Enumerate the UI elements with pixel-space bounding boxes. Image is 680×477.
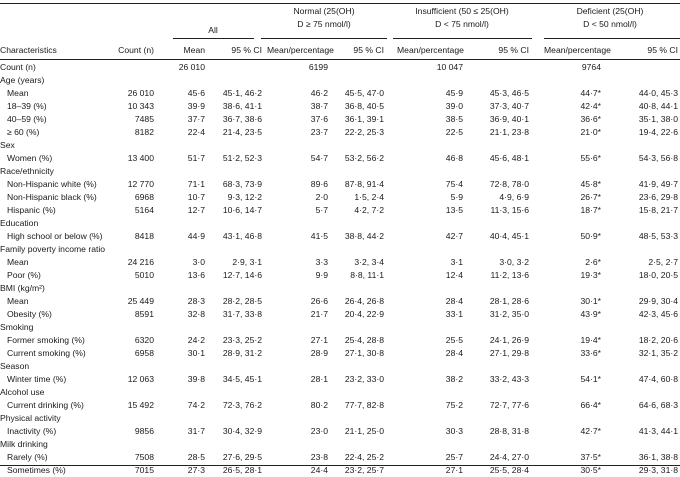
header-ci-normal: 95 % CI	[353, 45, 384, 55]
cell-ci-deficient: 23·6, 29·8	[638, 192, 678, 202]
section-label: Milk drinking	[0, 439, 48, 449]
cell-ci-deficient: 44·0, 45·3	[638, 88, 678, 98]
cell-ci-insufficient: 3·0, 3·2	[499, 257, 529, 267]
cell-ci-deficient: 29·9, 30·4	[638, 296, 678, 306]
table-row	[0, 61, 680, 74]
table-row	[0, 334, 680, 347]
row-label: Obesity (%)	[7, 309, 52, 319]
cell-ci-insufficient: 24·1, 26·9	[489, 335, 529, 345]
cell-mean-insufficient: 25·7	[445, 452, 463, 462]
table-row	[0, 217, 680, 230]
cell-ci-insufficient: 45·3, 46·5	[489, 88, 529, 98]
cell-ci-normal: 25·4, 28·8	[344, 335, 384, 345]
cell-mean-normal: 28·9	[310, 348, 328, 358]
cell-mean-insufficient: 45·9	[445, 88, 463, 98]
cell-mean-insufficient: 33·1	[445, 309, 463, 319]
row-label: 18–39 (%)	[7, 101, 47, 111]
table-row	[0, 139, 680, 152]
cell-ci-insufficient: 28·1, 28·6	[489, 296, 529, 306]
header-group-normal: Normal (25(OH)	[293, 6, 355, 16]
table-row	[0, 256, 680, 269]
header-count: Count (n)	[118, 45, 154, 55]
cell-ci-normal: 1·5, 2·4	[354, 192, 384, 202]
row-label: High school or below (%)	[7, 231, 103, 241]
cell-mean-all: 71·1	[187, 179, 205, 189]
header-mean-deficient: Mean/percentage	[544, 45, 611, 55]
cell-mean-insufficient: 13·5	[445, 205, 463, 215]
table-row	[0, 74, 680, 87]
table-row	[0, 451, 680, 464]
cell-ci-all: 31·7, 33·8	[222, 309, 262, 319]
cell-mean-normal: 28·1	[310, 374, 328, 384]
cell-count: 5164	[134, 205, 154, 215]
cell-mean-insufficient: 28·4	[445, 348, 463, 358]
row-label: Inactivity (%)	[7, 426, 57, 436]
cell-ci-normal: 36·1, 39·1	[344, 114, 384, 124]
cell-ci-deficient: 47·4, 60·8	[638, 374, 678, 384]
cell-mean-insufficient: 46·8	[445, 153, 463, 163]
cell-mean-deficient: 66·4*	[580, 400, 601, 410]
row-label: Sometimes (%)	[7, 465, 66, 475]
table-row	[0, 230, 680, 243]
table-row	[0, 152, 680, 165]
table-row	[0, 165, 680, 178]
cell-ci-all: 27·6, 29·5	[222, 452, 262, 462]
cell-mean-all: 44·9	[187, 231, 205, 241]
cell-ci-normal: 21·1, 25·0	[344, 426, 384, 436]
cell-ci-normal: 8·8, 11·1	[350, 270, 384, 280]
cell-ci-deficient: 41·3, 44·1	[638, 426, 678, 436]
bottom-rule	[0, 465, 680, 466]
cell-count: 24 216	[127, 257, 154, 267]
header-ci-all: 95 % CI	[231, 45, 262, 55]
cell-ci-all: 68·3, 73·9	[222, 179, 262, 189]
cell-count: 12 063	[127, 374, 154, 384]
cell-mean-deficient: 9764	[581, 62, 601, 72]
cell-ci-normal: 27·1, 30·8	[344, 348, 384, 358]
cell-mean-insufficient: 38·2	[445, 374, 463, 384]
cell-count: 12 770	[127, 179, 154, 189]
cell-mean-all: 28·5	[187, 452, 205, 462]
cell-mean-all: 51·7	[187, 153, 205, 163]
section-label: BMI (kg/m²)	[0, 283, 45, 293]
section-label: Alcohol use	[0, 387, 45, 397]
cell-ci-deficient: 42·3, 45·6	[638, 309, 678, 319]
table-row	[0, 87, 680, 100]
table-row	[0, 282, 680, 295]
cell-mean-all: 22·4	[187, 127, 205, 137]
cell-ci-all: 51·2, 52·3	[222, 153, 262, 163]
header-characteristics: Characteristics	[0, 45, 57, 55]
cell-ci-deficient: 40·8, 44·1	[638, 101, 678, 111]
cell-ci-normal: 53·2, 56·2	[344, 153, 384, 163]
cell-mean-normal: 80·2	[310, 400, 328, 410]
cell-mean-normal: 38·7	[310, 101, 328, 111]
cell-mean-normal: 89·6	[310, 179, 328, 189]
cell-ci-normal: 36·8, 40·5	[344, 101, 384, 111]
cell-mean-all: 28·3	[187, 296, 205, 306]
table-row	[0, 438, 680, 451]
cell-mean-deficient: 19·3*	[580, 270, 601, 280]
section-label: Age (years)	[0, 75, 45, 85]
cell-ci-deficient: 48·5, 53·3	[638, 231, 678, 241]
cell-ci-deficient: 64·6, 68·3	[638, 400, 678, 410]
row-label: Mean	[7, 296, 29, 306]
header-group-all: All	[208, 25, 218, 35]
cell-ci-normal: 45·5, 47·0	[344, 88, 384, 98]
cell-mean-insufficient: 75·4	[445, 179, 463, 189]
table-row	[0, 204, 680, 217]
cell-mean-deficient: 45·8*	[580, 179, 601, 189]
cell-mean-normal: 21·7	[310, 309, 328, 319]
table-row	[0, 308, 680, 321]
cell-ci-all: 28·9, 31·2	[222, 348, 262, 358]
table-row	[0, 113, 680, 126]
cell-ci-normal: 77·7, 82·8	[344, 400, 384, 410]
row-label: Mean	[7, 257, 29, 267]
header-mean-normal: Mean/percentage	[267, 45, 334, 55]
row-label: Hispanic (%)	[7, 205, 56, 215]
cell-mean-deficient: 30·5*	[580, 465, 601, 475]
row-label: Winter time (%)	[7, 374, 67, 384]
table-row	[0, 243, 680, 256]
cell-mean-deficient: 18·7*	[580, 205, 601, 215]
cell-count: 8182	[134, 127, 154, 137]
header-mean-insufficient: Mean/percentage	[397, 45, 464, 55]
header-ci-insufficient: 95 % CI	[498, 45, 529, 55]
cell-mean-normal: 9·9	[315, 270, 328, 280]
cell-ci-all: 36·7, 38·6	[222, 114, 262, 124]
cell-ci-all: 10·6, 14·7	[222, 205, 262, 215]
cell-count: 6968	[134, 192, 154, 202]
cell-mean-all: 74·2	[187, 400, 205, 410]
cell-mean-insufficient: 38·5	[445, 114, 463, 124]
row-label: Current drinking (%)	[7, 400, 84, 410]
cell-mean-normal: 23·7	[310, 127, 328, 137]
cell-ci-insufficient: 72·7, 77·6	[489, 400, 529, 410]
cell-ci-all: 12·7, 14·6	[222, 270, 262, 280]
cell-ci-all: 72·3, 76·2	[222, 400, 262, 410]
cell-mean-normal: 5·7	[315, 205, 328, 215]
cell-ci-deficient: 15·8, 21·7	[638, 205, 678, 215]
cell-mean-all: 24·2	[187, 335, 205, 345]
cell-ci-all: 30·4, 32·9	[222, 426, 262, 436]
cell-mean-all: 12·7	[187, 205, 205, 215]
cell-mean-normal: 27·1	[310, 335, 328, 345]
cell-ci-all: 2·9, 3·1	[232, 257, 262, 267]
row-label: ≥ 60 (%)	[7, 127, 40, 137]
cell-ci-all: 28·2, 28·5	[222, 296, 262, 306]
cell-mean-deficient: 19·4*	[580, 335, 601, 345]
table-row	[0, 412, 680, 425]
cell-mean-all: 27·3	[187, 465, 205, 475]
table-row	[0, 425, 680, 438]
cell-ci-all: 21·4, 23·5	[222, 127, 262, 137]
cell-mean-deficient: 55·6*	[580, 153, 601, 163]
cell-mean-all: 10·7	[187, 192, 205, 202]
cell-count: 25 449	[127, 296, 154, 306]
cell-mean-insufficient: 25·5	[445, 335, 463, 345]
cell-mean-insufficient: 22·5	[445, 127, 463, 137]
cell-mean-insufficient: 12·4	[445, 270, 463, 280]
header-group-insufficient-line2: D < 75 nmol/l)	[435, 19, 489, 29]
header-group-insufficient: Insufficient (50 ≤ 25(OH)	[415, 6, 509, 16]
cell-ci-all: 26·5, 28·1	[222, 465, 262, 475]
cell-ci-insufficient: 37·3, 40·7	[489, 101, 529, 111]
cell-ci-insufficient: 33·2, 43·3	[489, 374, 529, 384]
cell-ci-insufficient: 24·4, 27·0	[489, 452, 529, 462]
table-row	[0, 191, 680, 204]
cell-count: 9856	[134, 426, 154, 436]
cell-count: 6958	[134, 348, 154, 358]
cell-mean-insufficient: 39·0	[445, 101, 463, 111]
cell-ci-insufficient: 72·8, 78·0	[489, 179, 529, 189]
cell-mean-all: 37·7	[187, 114, 205, 124]
cell-mean-deficient: 42·7*	[580, 426, 601, 436]
cell-mean-normal: 41·5	[310, 231, 328, 241]
cell-ci-insufficient: 31·2, 35·0	[489, 309, 529, 319]
row-label: Women (%)	[7, 153, 53, 163]
group-rule-all	[173, 38, 254, 39]
cell-mean-normal: 54·7	[310, 153, 328, 163]
cell-mean-normal: 23·8	[310, 452, 328, 462]
group-rule-normal	[261, 38, 387, 39]
header-mean-all: Mean	[183, 45, 205, 55]
cell-mean-normal: 23·0	[310, 426, 328, 436]
cell-mean-all: 30·1	[187, 348, 205, 358]
cell-ci-deficient: 19·4, 22·6	[638, 127, 678, 137]
cell-count: 7015	[134, 465, 154, 475]
cell-count: 6320	[134, 335, 154, 345]
row-label: Current smoking (%)	[7, 348, 86, 358]
cell-ci-normal: 38·8, 44·2	[344, 231, 384, 241]
cell-mean-insufficient: 75·2	[445, 400, 463, 410]
cell-ci-deficient: 18·2, 20·6	[638, 335, 678, 345]
row-label: Former smoking (%)	[7, 335, 85, 345]
table-row	[0, 269, 680, 282]
cell-ci-all: 43·1, 46·8	[222, 231, 262, 241]
table-row	[0, 295, 680, 308]
cell-ci-deficient: 35·1, 38·0	[638, 114, 678, 124]
cell-ci-normal: 26·4, 26·8	[344, 296, 384, 306]
row-label: Mean	[7, 88, 29, 98]
cell-mean-normal: 26·6	[310, 296, 328, 306]
cell-count: 13 400	[127, 153, 154, 163]
cell-count: 8418	[134, 231, 154, 241]
cell-mean-deficient: 36·6*	[580, 114, 601, 124]
table-row	[0, 321, 680, 334]
cell-mean-insufficient: 5·9	[450, 192, 463, 202]
cell-ci-deficient: 18·0, 20·5	[638, 270, 678, 280]
row-label: Non-Hispanic white (%)	[7, 179, 97, 189]
cell-mean-insufficient: 3·1	[450, 257, 463, 267]
cell-ci-insufficient: 27·1, 29·8	[489, 348, 529, 358]
cell-ci-all: 23·3, 25·2	[222, 335, 262, 345]
cell-ci-insufficient: 11·3, 15·6	[490, 205, 529, 215]
cell-mean-insufficient: 30·3	[445, 426, 463, 436]
cell-count: 8591	[134, 309, 154, 319]
table-row	[0, 373, 680, 386]
cell-ci-deficient: 32·1, 35·2	[638, 348, 678, 358]
cell-ci-normal: 23·2, 25·7	[344, 465, 384, 475]
cell-mean-deficient: 26·7*	[580, 192, 601, 202]
cell-mean-all: 45·6	[187, 88, 205, 98]
table-row	[0, 347, 680, 360]
cell-count: 10 343	[127, 101, 154, 111]
cell-mean-deficient: 37·5*	[580, 452, 601, 462]
section-label: Smoking	[0, 322, 34, 332]
cell-ci-insufficient: 25·5, 28·4	[489, 465, 529, 475]
cell-ci-normal: 22·4, 25·2	[344, 452, 384, 462]
cell-mean-all: 39·9	[187, 101, 205, 111]
row-label: Non-Hispanic black (%)	[7, 192, 97, 202]
cell-mean-normal: 3·3	[315, 257, 328, 267]
cell-ci-insufficient: 36·9, 40·1	[489, 114, 529, 124]
cell-ci-all: 45·1, 46·2	[222, 88, 262, 98]
cell-mean-all: 3·0	[192, 257, 205, 267]
cell-mean-all: 13·6	[187, 270, 205, 280]
cell-ci-all: 34·5, 45·1	[222, 374, 262, 384]
table-row	[0, 386, 680, 399]
section-label: Sex	[0, 140, 15, 150]
cell-ci-deficient: 2·5, 2·7	[648, 257, 678, 267]
row-label: 40–59 (%)	[7, 114, 47, 124]
cell-ci-insufficient: 21·1, 23·8	[489, 127, 529, 137]
cell-mean-deficient: 44·7*	[580, 88, 601, 98]
cell-count: 26 010	[127, 88, 154, 98]
cell-ci-normal: 20·4, 22·9	[344, 309, 384, 319]
cell-ci-insufficient: 11·2, 13·6	[490, 270, 529, 280]
cell-count: 7485	[134, 114, 154, 124]
cell-mean-deficient: 21·0*	[580, 127, 601, 137]
cell-mean-insufficient: 27·1	[445, 465, 463, 475]
cell-mean-all: 26 010	[178, 62, 205, 72]
cell-mean-insufficient: 42·7	[445, 231, 463, 241]
section-label: Education	[0, 218, 39, 228]
cell-mean-all: 32·8	[187, 309, 205, 319]
header-group-deficient: Deficient (25(OH)	[576, 6, 644, 16]
cell-mean-normal: 46·2	[310, 88, 328, 98]
cell-ci-normal: 22·2, 25·3	[344, 127, 384, 137]
section-label: Physical activity	[0, 413, 61, 423]
header-group-deficient-line2: D < 50 nmol/l)	[583, 19, 637, 29]
cell-mean-deficient: 43·9*	[580, 309, 601, 319]
cell-mean-deficient: 42·4*	[580, 101, 601, 111]
cell-count: 5010	[134, 270, 154, 280]
cell-ci-deficient: 36·1, 38·8	[638, 452, 678, 462]
row-label: Poor (%)	[7, 270, 41, 280]
cell-mean-deficient: 33·6*	[580, 348, 601, 358]
cell-mean-deficient: 50·9*	[580, 231, 601, 241]
cell-ci-deficient: 41·9, 49·7	[638, 179, 678, 189]
cell-mean-insufficient: 10 047	[436, 62, 463, 72]
cell-mean-normal: 6199	[308, 62, 328, 72]
table-row	[0, 126, 680, 139]
table-row	[0, 360, 680, 373]
cell-count: 15 492	[127, 400, 154, 410]
header-group-normal-line2: D ≥ 75 nmol/l)	[297, 19, 351, 29]
cell-ci-deficient: 29·3, 31·8	[638, 465, 678, 475]
cell-mean-all: 31·7	[187, 426, 205, 436]
section-label: Family poverty income ratio	[0, 244, 106, 254]
cell-mean-all: 39·8	[187, 374, 205, 384]
cell-ci-insufficient: 40·4, 45·1	[489, 231, 529, 241]
table-row	[0, 399, 680, 412]
cell-ci-insufficient: 45·6, 48·1	[489, 153, 529, 163]
header-ci-deficient: 95 % CI	[647, 45, 678, 55]
cell-mean-deficient: 2·6*	[585, 257, 601, 267]
cell-mean-deficient: 54·1*	[580, 374, 601, 384]
cell-ci-insufficient: 4·9, 6·9	[499, 192, 529, 202]
group-rule-deficient	[544, 38, 680, 39]
top-rule	[0, 3, 680, 4]
cell-mean-deficient: 30·1*	[580, 296, 601, 306]
table-row	[0, 178, 680, 191]
cell-mean-normal: 24·4	[310, 465, 328, 475]
cell-ci-insufficient: 28·8, 31·8	[489, 426, 529, 436]
header-rule	[0, 59, 680, 60]
cell-ci-normal: 87·8, 91·4	[344, 179, 384, 189]
section-label: Count (n)	[0, 62, 36, 72]
cell-ci-all: 38·6, 41·1	[222, 101, 262, 111]
cell-mean-normal: 2·0	[315, 192, 328, 202]
section-label: Season	[0, 361, 30, 371]
section-label: Race/ethnicity	[0, 166, 54, 176]
cell-count: 7508	[134, 452, 154, 462]
cell-mean-insufficient: 28·4	[445, 296, 463, 306]
cell-mean-normal: 37·6	[310, 114, 328, 124]
table-row	[0, 100, 680, 113]
group-rule-insufficient	[393, 38, 532, 39]
cell-ci-normal: 23·2, 33·0	[344, 374, 384, 384]
row-label: Rarely (%)	[7, 452, 48, 462]
cell-ci-deficient: 54·3, 56·8	[638, 153, 678, 163]
cell-ci-normal: 4·2, 7·2	[354, 205, 384, 215]
cell-ci-all: 9·3, 12·2	[227, 192, 262, 202]
cell-ci-normal: 3·2, 3·4	[354, 257, 384, 267]
